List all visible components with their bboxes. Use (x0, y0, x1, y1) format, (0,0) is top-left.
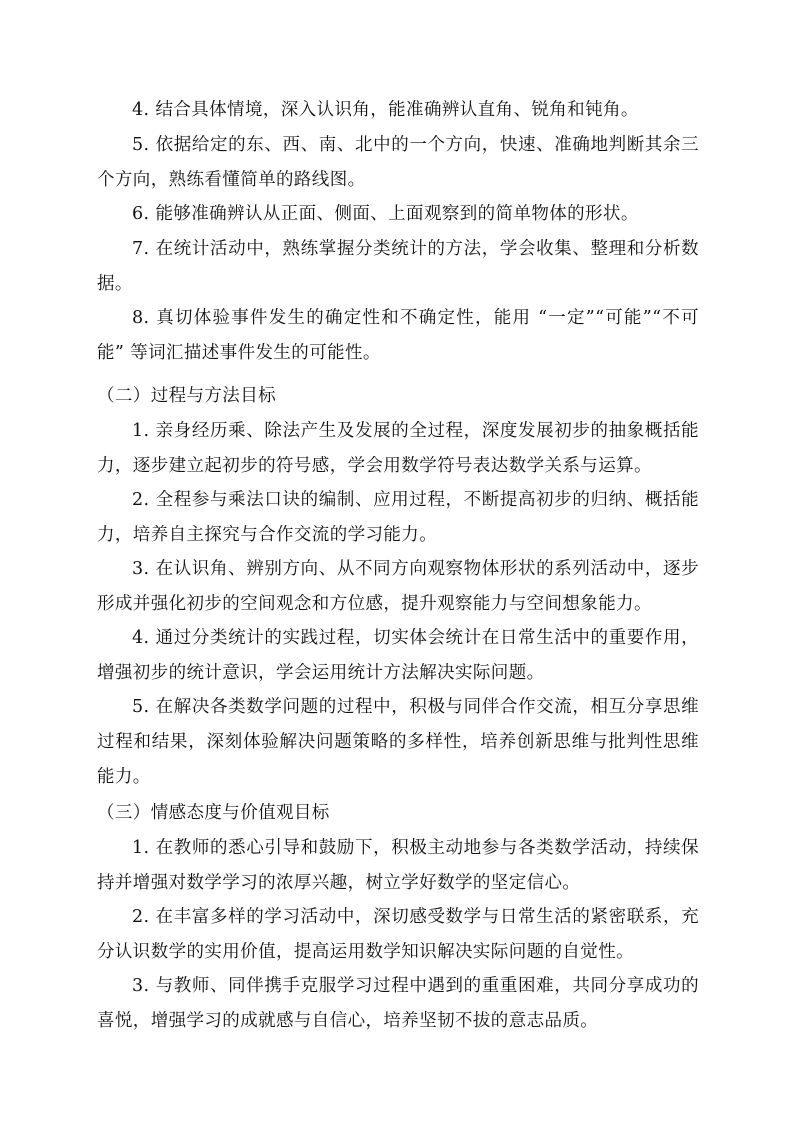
section-heading-emotion-values: （三）情感态度与价值观目标 (97, 803, 330, 823)
knowledge-item-7: 7. 在统计活动中，熟练掌握分类统计的方法，学会收集、整理和分析数据。 (97, 239, 699, 294)
knowledge-item-8: 8. 真切体验事件发生的确定性和不确定性，能用 “一定”“可能”“不可能” 等词汇描述事件发生的可能性。 (97, 308, 699, 363)
process-item-2: 2. 全程参与乘法口诀的编制、应用过程，不断提高初步的归纳、概括能力，培养自主探究与合作交流的学习能力。 (97, 490, 699, 545)
emotion-item-1: 1. 在教师的悉心引导和鼓励下，积极主动地参与各类数学活动，持续保持并增强对数学学习的浓厚兴趣，树立学好数学的坚定信心。 (97, 838, 699, 893)
process-item-4: 4. 通过分类统计的实践过程，切实体会统计在日常生活中的重要作用，增强初步的统计意识，学会运用统计方法解决实际问题。 (97, 628, 699, 683)
emotion-item-3: 3. 与教师、同伴携手克服学习过程中遇到的重重困难，共同分享成功的喜悦，增强学习的成就感与自信心，培养坚韧不拔的意志品质。 (97, 976, 699, 1031)
section-heading-process-methods: （二）过程与方法目标 (97, 386, 276, 406)
knowledge-item-4: 4. 结合具体情境，深入认识角，能准确辨认直角、锐角和钝角。 (132, 100, 639, 120)
process-item-5: 5. 在解决各类数学问题的过程中，积极与同伴合作交流，相互分享思维过程和结果，深刻体验解决问题策略的多样性，培养创新思维与批判性思维能力。 (97, 697, 699, 787)
knowledge-item-6: 6. 能够准确辨认从正面、侧面、上面观察到的简单物体的形状。 (132, 204, 639, 224)
process-item-3: 3. 在认识角、辨别方向、从不同方向观察物体形状的系列活动中，逐步形成并强化初步的空间观念和方位感，提升观察能力与空间想象能力。 (97, 559, 699, 614)
process-item-1: 1. 亲身经历乘、除法产生及发展的全过程，深度发展初步的抽象概括能力，逐步建立起初步的符号感，学会用数学符号表达数学关系与运算。 (97, 421, 699, 476)
emotion-item-2: 2. 在丰富多样的学习活动中，深切感受数学与日常生活的紧密联系，充分认识数学的实用价值，提高运用数学知识解决实际问题的自觉性。 (97, 907, 699, 962)
knowledge-item-5: 5. 依据给定的东、西、南、北中的一个方向，快速、准确地判断其余三个方向，熟练看懂简单的路线图。 (97, 135, 699, 190)
